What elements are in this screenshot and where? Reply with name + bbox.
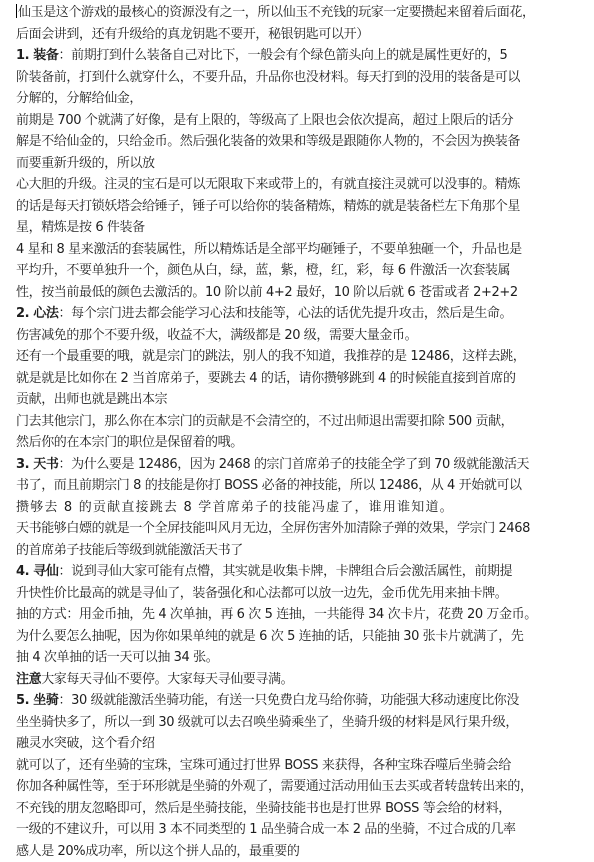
- line-text: 的首席弟子技能后等级到就能激活天书了: [16, 543, 243, 558]
- section-heading-line: [16, 303, 586, 325]
- text-line: [16, 475, 586, 497]
- note-line: [16, 669, 586, 691]
- section-heading-line: [16, 45, 586, 67]
- line-text: 伤害减免的那个不要升级，收益不大，满级都是 20 级，需要大量金币。: [16, 328, 417, 343]
- text-line: [16, 67, 586, 89]
- line-text: 就是就是比如你在 2 当首席弟子，要跳去 4 的话，请你攒够跳到 4 的时候能直接到首席的: [16, 371, 516, 386]
- text-line: [16, 2, 586, 24]
- text-line: [16, 712, 586, 734]
- line-text: 阶装备前，打到什么就穿什么，不要升品，升品你也没材料。每天打到的没用的装备是可以: [16, 70, 520, 85]
- text-line: [16, 733, 586, 755]
- text-line: [16, 497, 586, 519]
- text-line: [16, 88, 586, 110]
- text-line: [16, 583, 586, 605]
- text-line: [16, 647, 586, 669]
- line-text: 门去其他宗门，那么你在本宗门的贡献是不会清空的，不过出师退出需要扣除 500 贡献，: [16, 414, 513, 429]
- line-text: 分解的，分解给仙金，: [16, 91, 142, 106]
- text-line: [16, 411, 586, 433]
- note-label: 注意: [16, 672, 41, 687]
- line-text: 前期是 700 个就满了好像，是有上限的，等级高了上限也会依次提高，超过上限后的话分: [16, 113, 513, 128]
- text-line: [16, 518, 586, 540]
- text-line: [16, 282, 586, 304]
- text-cursor: [16, 4, 17, 18]
- line-text: 融灵水突破，这个看介绍: [16, 736, 155, 751]
- line-text: ：30 级就能激活坐骑功能，有送一只免费白龙马给你骑，功能强大移动速度比你没: [59, 693, 519, 708]
- text-line: [16, 841, 586, 862]
- line-text: 而要重新升级的，所以放: [16, 156, 155, 171]
- text-line: [16, 196, 586, 218]
- line-text: 贡献，出师也就是跳出本宗: [16, 392, 167, 407]
- section-heading-line: [16, 561, 586, 583]
- line-text: ：前期打到什么装备自己对比下，一般会有个绿色箭头向上的就是属性更好的，5: [59, 48, 508, 63]
- section-label: 3. 天书: [16, 457, 59, 472]
- line-text: 星，精炼是按 6 件装备: [16, 220, 145, 235]
- text-line: [16, 239, 586, 261]
- line-text: 性，按当前最低的颜色去激活的。10 阶以前 4+2 最好，10 阶以后就 6 苍雷或者 2+2+2: [16, 285, 518, 300]
- text-line: [16, 153, 586, 175]
- line-text: ：说到寻仙大家可能有点懵，其实就是收集卡牌，卡牌组合后会激活属性，前期提: [59, 564, 513, 579]
- text-line: [16, 368, 586, 390]
- section-heading-line: [16, 454, 586, 476]
- text-line: [16, 131, 586, 153]
- section-label: 1. 装备: [16, 48, 59, 63]
- line-text: 感人是 20%成功率，所以这个拼人品的，最重要的: [16, 844, 299, 859]
- line-text: 不充钱的朋友忽略即可，然后是坐骑技能，坐骑技能书也是打世界 BOSS 等会给的材料，: [16, 801, 511, 816]
- text-line: [16, 217, 586, 239]
- text-line: [16, 798, 586, 820]
- section-label: 2. 心法: [16, 306, 59, 321]
- line-text: 的话是每天打锁妖塔会给锤子，锤子可以给你的装备精炼，精炼的就是装备栏左下角那个星: [16, 199, 520, 214]
- line-text: 抽 4 次单抽的话一天可以抽 34 张。: [16, 650, 218, 665]
- text-line: [16, 260, 586, 282]
- line-text: 你加各种属性等，至于环形就是坐骑的外观了，需要通过活动用仙玉去买或者转盘转出来的，: [16, 779, 533, 794]
- line-text: 还有一个最重要的哦，就是宗门的跳法，别人的我不知道，我推荐的是 12486，这样去跳，: [16, 349, 525, 364]
- section-label: 5. 坐骑: [16, 693, 59, 708]
- text-line: [16, 604, 586, 626]
- line-text: 抽的方式：用金币抽，先 4 次单抽，再 6 次 5 连抽，一共能得 34 次卡片，花费 20 万金币。: [16, 607, 537, 622]
- text-line: [16, 432, 586, 454]
- text-line: [16, 110, 586, 132]
- line-text: 为什么要怎么抽呢，因为你如果单纯的就是 6 次 5 连抽的话，只能抽 30 张卡片就满了，先: [16, 629, 523, 644]
- line-text: 坐坐骑快多了，所以一到 30 级就可以去召唤坐骑乘坐了，坐骑升级的材料是风行果升级，: [16, 715, 518, 730]
- line-text: 大家每天寻仙不要停。大家每天寻仙要寻满。: [41, 672, 293, 687]
- line-text: 解是不给仙金的，只给金币。然后强化装备的效果和等级是跟随你人物的，不会因为换装备: [16, 134, 520, 149]
- line-text: 天书能够白嫖的就是一个全屏技能叫风月无边，全屏伤害外加清除子弹的效果，学宗门 2468: [16, 521, 530, 536]
- text-line: [16, 819, 586, 841]
- line-text: 就可以了，还有坐骑的宝珠，宝珠可通过打世界 BOSS 来获得，各种宝珠吞噬后坐骑会给: [16, 758, 511, 773]
- line-text: 升快性价比最高的就是寻仙了，装备强化和心法都可以放一边先，金币优先用来抽卡牌。: [16, 586, 507, 601]
- text-line: [16, 540, 586, 562]
- line-text: 后面会讲到，还有升级给的真龙钥匙不要开，秘银钥匙可以开）: [16, 27, 369, 42]
- line-text: 仙玉是这个游戏的最核心的资源没有之一，所以仙玉不充钱的玩家一定要攒起来留着后面花，: [18, 5, 535, 20]
- line-text: 攒够去 8 的贡献直接跳去 8 学首席弟子的技能冯虚了，谁用谁知道。: [16, 500, 454, 515]
- line-text: ：为什么要是 12486，因为 2468 的宗门首席弟子的技能全学了到 70 级就能激活天: [59, 457, 530, 472]
- text-line: [16, 626, 586, 648]
- text-line: [16, 346, 586, 368]
- line-text: ：每个宗门进去都会能学习心法和技能等，心法的话优先提升攻击，然后是生命。: [59, 306, 513, 321]
- section-label: 4. 寻仙: [16, 564, 59, 579]
- line-text: 心大胆的升级。注灵的宝石是可以无限取下来或带上的，有就直接注灵就可以没事的。精炼: [16, 177, 520, 192]
- section-heading-line: [16, 690, 586, 712]
- text-line: [16, 389, 586, 411]
- text-line: [16, 325, 586, 347]
- line-text: 平均升，不要单独升一个，颜色从白，绿，蓝，紫，橙，红，彩，每 6 件激活一次套装属: [16, 263, 510, 278]
- line-text: 书了，而且前期宗门 8 的技能是你打 BOSS 必备的神技能，所以 12486，从 4 开始就可以: [16, 478, 522, 493]
- text-line: [16, 24, 586, 46]
- line-text: 然后你的在本宗门的职位是保留着的哦。: [16, 435, 243, 450]
- text-line: [16, 776, 586, 798]
- text-line: [16, 755, 586, 777]
- text-line: [16, 174, 586, 196]
- line-text: 4 星和 8 星来激活的套装属性，所以精炼话是全部平均砸锤子，不要单独砸一个，升品也是: [16, 242, 522, 257]
- line-text: 一级的不建议升，可以用 3 本不同类型的 1 品坐骑合成一本 2 品的坐骑，不过合成的几率: [16, 822, 516, 837]
